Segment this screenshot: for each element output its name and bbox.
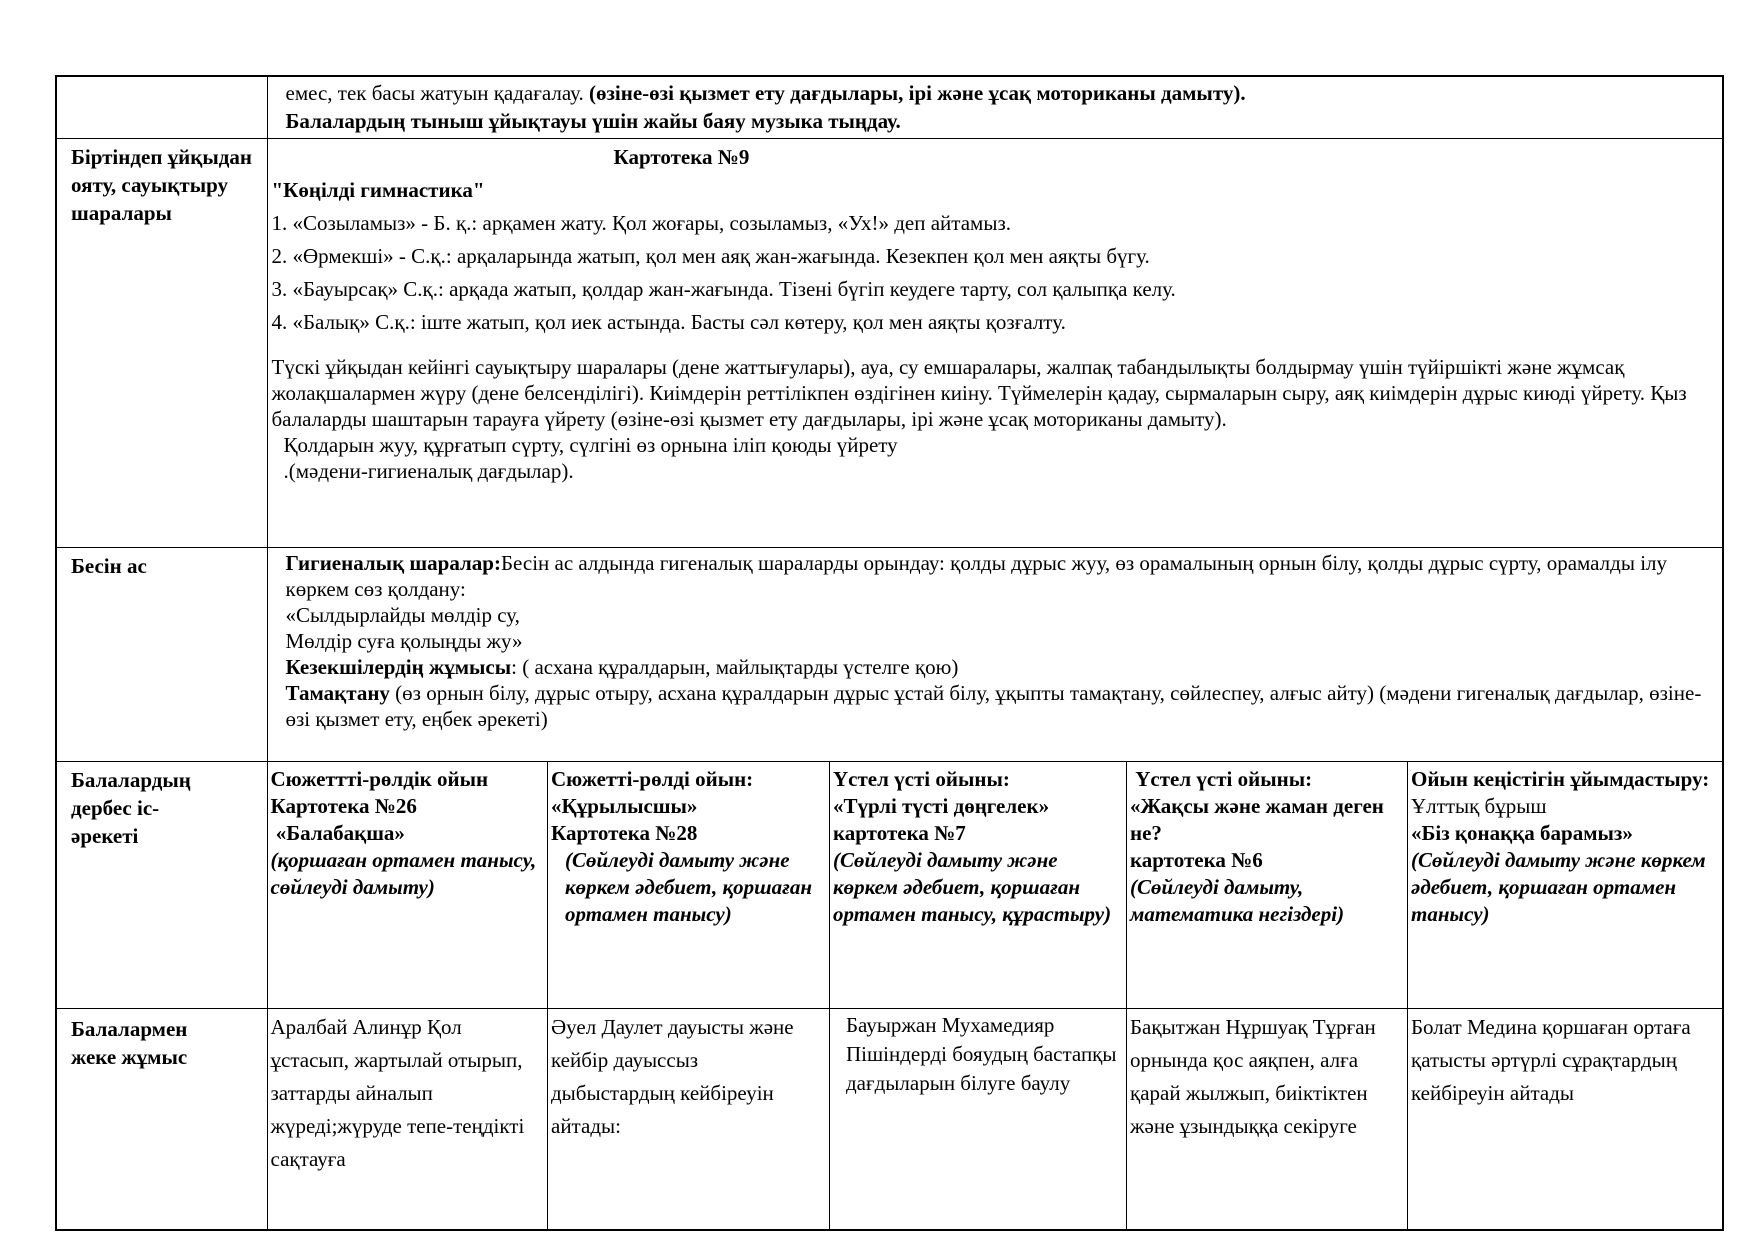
- exercise-item: 2. «Өрмекші» - С.қ.: арқаларында жатып, қол мен аяқ жан-жағында. Кезекпен қол мен аяқты бүгу.: [271, 244, 1150, 268]
- exercise-item: 3. «Бауырсақ» С.қ.: арқада жатып, қолдар жан-жағында. Тізені бүгіп кеудеге тарту, сол қалыпқа келу.: [271, 277, 1176, 301]
- card-title: Картотека №9: [613, 145, 750, 169]
- individual-columns-cell: [267, 1009, 1723, 1231]
- exercise-title: "Көңілді гимнастика": [271, 178, 485, 202]
- activity-columns: [268, 762, 1724, 1008]
- activity-col-3: Үстел үсті ойыны: «Түрлі түсті дөңгелек» картотека №7 (Сөйлеуді дамыту және көркем әдебиет, қоршаған ортамен танысу, құрастыру): [830, 762, 1127, 1008]
- row-label-empty: [56, 76, 267, 139]
- snack-content-cell: [267, 548, 1723, 762]
- continuation-line-2: Балалардың тыныш ұйықтауы үшін жайы баяу музыка тыңдау.: [285, 109, 901, 133]
- row-label-wakeup: Біртіндеп ұйқыдан ояту, сауықтыру шаралары: [56, 139, 267, 548]
- hygiene-paragraph: Гигиеналық шаралар:Бесін ас алдында гигеналық шараларды орындау: қолды дұрыс жуу, өз орамалының орнын білу, қолды дұрыс сүрту, орамалды ілу көркем сөз қолдану:: [285, 551, 1668, 601]
- poem-line-2: Мөлдір суға қолыңды жу»: [285, 629, 523, 653]
- row-label-activity: Балалардың дербес іс-әрекеті: [56, 762, 267, 1009]
- schedule-table: [55, 75, 1724, 1231]
- recovery-paragraph: Түскі ұйқыдан кейінгі сауықтыру шаралары (дене жаттығулары), ауа, су емшаралары, жалпақ табандылықты болдырмау үшін түйіршікті және жұмсақ жолақшалармен жүру (дене белсенділігі). Киімдерін реттілікпен өздігінен киіну. Түймелерін қадау, сырмаларын сыру, аяқ киімдерін дұрыс киюді үйрету. Қыз балаларды шаштарын тарауға үйрету (өзіне-өзі қызмет ету дағдылары, ірі және ұсақ моториканы дамыту).: [271, 355, 1687, 431]
- continuation-line-1: емес, тек басы жатуын қадағалау. (өзіне-өзі қызмет ету дағдылары, ірі және ұсақ моториканы дамыту).: [285, 81, 1246, 105]
- hands-line-1: Қолдарын жуу, құрғатып сүрту, сүлгіні өз орнына іліп қоюды үйрету: [283, 433, 898, 457]
- individual-col-4: Бақытжан Нұршуақ Тұрған орнында қос аяқпен, алға қарай жылжып, биіктіктен және ұзындыққа секіруге: [1127, 1009, 1408, 1229]
- wakeup-content-cell: [267, 139, 1723, 548]
- table-row: [56, 76, 1723, 139]
- activity-col-1: Сюжеттті-рөлдік ойын Картотека №26 «Балабақша» (қоршаған ортамен танысу, сөйлеуді дамыту): [270, 767, 537, 899]
- row-label-snack: Бесін ас: [56, 548, 267, 762]
- table-row: [56, 1009, 1723, 1231]
- activity-col-4: Үстел үсті ойыны: «Жақсы және жаман деген не? картотека №6 (Сөйлеуді дамыту, математика негіздері): [1127, 762, 1408, 1008]
- individual-col-1: Аралбай Алинұр Қол ұстасып, жартылай отырып, заттарды айналып жүреді;жүруде тепе-теңдікті сақтауға: [270, 1015, 525, 1171]
- activity-col-5: Ойын кеңістігін ұйымдастыру: Ұлттық бұрыш «Біз қонаққа барамыз» (Сөйлеуді дамыту және көркем әдебиет, қоршаған ортамен танысу): [1408, 762, 1724, 1008]
- exercise-item: 1. «Созыламыз» - Б. қ.: арқамен жату. Қол жоғары, созыламыз, «Ух!» деп айтамыз.: [271, 211, 1011, 235]
- individual-col-3: Бауыржан Мухамедияр Пішіндерді бояудың бастапқы дағдыларын білуге баулу: [830, 1009, 1127, 1229]
- individual-columns: [268, 1009, 1724, 1229]
- activity-columns-cell: [267, 762, 1723, 1009]
- eating-paragraph: Тамақтану (өз орнын білу, дұрыс отыру, асхана құралдарын дұрыс ұстай білу, ұқыпты тамақтану, сөйлеспеу, алғыс айту) (мәдени гигеналық дағдылар, өзіне-өзі қызмет ету, еңбек әрекеті): [285, 681, 1702, 731]
- poem-line-1: «Сылдырлайды мөлдір су,: [285, 603, 520, 627]
- individual-col-5: Болат Медина қоршаған ортаға қатысты әртүрлі сұрақтардың кейбіреуін айтады: [1408, 1009, 1724, 1229]
- individual-col-2: Әуел Даулет дауысты және кейбір дауыссыз дыбыстардың кейбіреуін айтады:: [548, 1009, 830, 1229]
- exercise-item: 4. «Балық» С.қ.: іште жатып, қол иек астында. Басты сәл көтеру, қол мен аяқты қозғалту.: [271, 310, 1066, 334]
- activity-col-2: Сюжетті-рөлді ойын: «Құрылысшы» Картотека №28 (Сөйлеуді дамыту және көркем әдебиет, қоршаған ортамен танысу): [548, 762, 830, 1008]
- table-row: [56, 139, 1723, 548]
- hands-line-2: .(мәдени-гигиеналық дағдылар).: [283, 459, 574, 483]
- sleep-continuation-cell: [267, 76, 1723, 139]
- table-row: [56, 762, 1723, 1009]
- table-row: [56, 548, 1723, 762]
- duty-line: Кезекшілердің жұмысы: ( асхана құралдарын, майлықтарды үстелге қою): [285, 655, 959, 679]
- row-label-individual: Балалармен жеке жұмыс: [56, 1009, 267, 1231]
